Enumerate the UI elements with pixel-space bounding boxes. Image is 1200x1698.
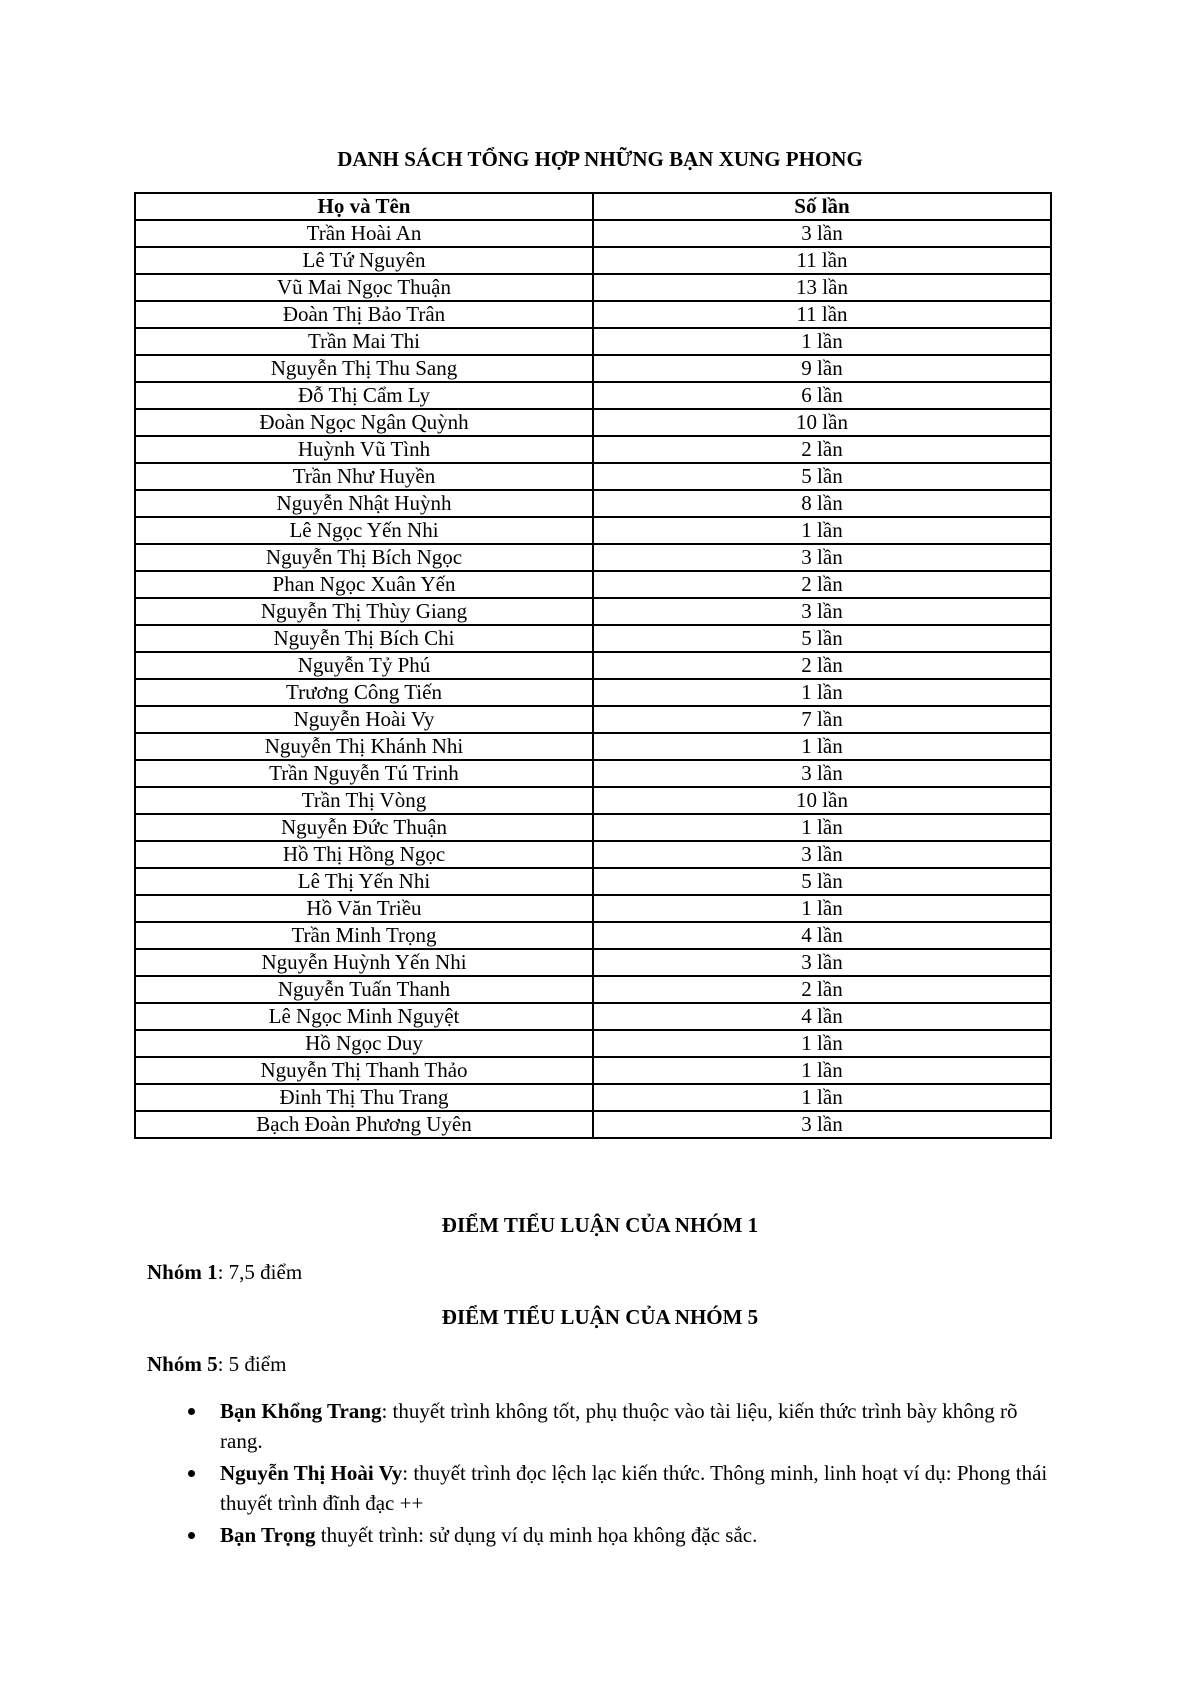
table-row (135, 328, 1051, 355)
cell-name: Lê Thị Yến Nhi (135, 868, 593, 895)
cell-count: 10 lần (593, 409, 1051, 436)
cell-name: Nguyễn Tỷ Phú (135, 652, 593, 679)
table-row (135, 760, 1051, 787)
cell-name: Nguyễn Thị Bích Chi (135, 625, 593, 652)
section-heading-group-5: ĐIỂM TIỂU LUẬN CỦA NHÓM 5 (441, 1305, 759, 1329)
cell-count: 13 lần (593, 274, 1051, 301)
table-body (135, 220, 1051, 1138)
table-row (135, 544, 1051, 571)
cell-name: Trương Công Tiến (135, 679, 593, 706)
group-1-value: : 7,5 điểm (217, 1260, 303, 1284)
cell-count: 3 lần (593, 1111, 1051, 1138)
table-row (135, 679, 1051, 706)
cell-count: 3 lần (593, 544, 1051, 571)
cell-name: Hồ Thị Hồng Ngọc (135, 841, 593, 868)
document-title: DANH SÁCH TỔNG HỢP NHỮNG BẠN XUNG PHONG (337, 147, 863, 171)
cell-name: Lê Ngọc Yến Nhi (135, 517, 593, 544)
table-row (135, 949, 1051, 976)
section-heading-group-1: ĐIỂM TIỂU LUẬN CỦA NHÓM 1 (441, 1213, 759, 1237)
note-text: thuyết trình: sử dụng ví dụ minh họa không đặc sắc. (315, 1523, 758, 1547)
table-row (135, 1111, 1051, 1138)
table-row (135, 625, 1051, 652)
cell-count: 3 lần (593, 760, 1051, 787)
cell-count: 5 lần (593, 625, 1051, 652)
table-row (135, 382, 1051, 409)
cell-count: 3 lần (593, 841, 1051, 868)
cell-count: 5 lần (593, 463, 1051, 490)
cell-name: Huỳnh Vũ Tình (135, 436, 593, 463)
cell-count: 10 lần (593, 787, 1051, 814)
table-row (135, 1003, 1051, 1030)
cell-name: Trần Mai Thi (135, 328, 593, 355)
bullet-icon (188, 1470, 195, 1477)
cell-name: Bạch Đoàn Phương Uyên (135, 1111, 593, 1138)
table-row (135, 733, 1051, 760)
cell-count: 1 lần (593, 1030, 1051, 1057)
table-row (135, 1057, 1051, 1084)
cell-name: Nguyễn Thị Thanh Thảo (135, 1057, 593, 1084)
cell-name: Nguyễn Thị Khánh Nhi (135, 733, 593, 760)
table-row (135, 436, 1051, 463)
cell-name: Nguyễn Hoài Vy (135, 706, 593, 733)
table-row (135, 517, 1051, 544)
cell-name: Nguyễn Tuấn Thanh (135, 976, 593, 1003)
table-row (135, 787, 1051, 814)
table-row (135, 490, 1051, 517)
cell-name: Nguyễn Đức Thuận (135, 814, 593, 841)
cell-count: 3 lần (593, 949, 1051, 976)
table-row (135, 1030, 1051, 1057)
cell-name: Nguyễn Thị Bích Ngọc (135, 544, 593, 571)
cell-count: 1 lần (593, 733, 1051, 760)
table-row (135, 706, 1051, 733)
cell-count: 2 lần (593, 571, 1051, 598)
cell-name: Trần Thị Vòng (135, 787, 593, 814)
volunteer-table (134, 192, 1052, 1139)
table-row (135, 976, 1051, 1003)
list-item (184, 1520, 1064, 1550)
cell-name: Lê Ngọc Minh Nguyệt (135, 1003, 593, 1030)
cell-count: 1 lần (593, 517, 1051, 544)
cell-count: 1 lần (593, 814, 1051, 841)
table-row (135, 895, 1051, 922)
group-1-label: Nhóm 1 (147, 1260, 218, 1284)
cell-count: 3 lần (593, 220, 1051, 247)
table-header-row (135, 193, 1051, 220)
cell-name: Lê Tứ Nguyên (135, 247, 593, 274)
cell-name: Trần Minh Trọng (135, 922, 593, 949)
table-row (135, 301, 1051, 328)
table-row (135, 571, 1051, 598)
note-text: : thuyết trình không tốt, phụ thuộc vào tài liệu, kiến thức trình bày không rõ rang. (220, 1399, 1018, 1453)
cell-count: 11 lần (593, 247, 1051, 274)
cell-count: 6 lần (593, 382, 1051, 409)
cell-name: Vũ Mai Ngọc Thuận (135, 274, 593, 301)
table-row (135, 355, 1051, 382)
feedback-list (184, 1396, 1064, 1552)
note-text: : thuyết trình đọc lệch lạc kiến thức. Thông minh, linh hoạt ví dụ: Phong thái thuyết trình đĩnh đạc ++ (220, 1461, 1048, 1515)
cell-count: 2 lần (593, 436, 1051, 463)
cell-count: 2 lần (593, 976, 1051, 1003)
cell-count: 8 lần (593, 490, 1051, 517)
list-item (184, 1458, 1064, 1518)
table-row (135, 814, 1051, 841)
cell-name: Hồ Ngọc Duy (135, 1030, 593, 1057)
cell-count: 5 lần (593, 868, 1051, 895)
cell-count: 1 lần (593, 1084, 1051, 1111)
table-row (135, 409, 1051, 436)
bullet-icon (188, 1408, 195, 1415)
cell-count: 2 lần (593, 652, 1051, 679)
table-row (135, 922, 1051, 949)
cell-count: 4 lần (593, 1003, 1051, 1030)
cell-name: Hồ Văn Triều (135, 895, 593, 922)
cell-name: Đinh Thị Thu Trang (135, 1084, 593, 1111)
cell-count: 1 lần (593, 895, 1051, 922)
cell-name: Nguyễn Nhật Huỳnh (135, 490, 593, 517)
note-subject: Nguyễn Thị Hoài Vy (220, 1461, 403, 1485)
cell-name: Trần Hoài An (135, 220, 593, 247)
bullet-icon (188, 1532, 195, 1539)
cell-count: 1 lần (593, 328, 1051, 355)
table-row (135, 868, 1051, 895)
group-5-value: : 5 điểm (217, 1352, 287, 1376)
table-row (135, 247, 1051, 274)
list-item (184, 1396, 1064, 1456)
group-1-score (147, 1259, 302, 1285)
table-row (135, 598, 1051, 625)
cell-name: Đoàn Ngọc Ngân Quỳnh (135, 409, 593, 436)
table-row (135, 652, 1051, 679)
cell-count: 3 lần (593, 598, 1051, 625)
header-count: Số lần (593, 193, 1051, 220)
note-subject: Bạn Trọng (220, 1523, 316, 1547)
cell-name: Nguyễn Huỳnh Yến Nhi (135, 949, 593, 976)
table-row (135, 463, 1051, 490)
cell-count: 7 lần (593, 706, 1051, 733)
table-row (135, 1084, 1051, 1111)
cell-name: Nguyễn Thị Thùy Giang (135, 598, 593, 625)
group-5-label: Nhóm 5 (147, 1352, 218, 1376)
cell-name: Nguyễn Thị Thu Sang (135, 355, 593, 382)
cell-name: Trần Như Huyền (135, 463, 593, 490)
cell-count: 11 lần (593, 301, 1051, 328)
cell-name: Đoàn Thị Bảo Trân (135, 301, 593, 328)
table-row (135, 841, 1051, 868)
cell-count: 1 lần (593, 1057, 1051, 1084)
header-name: Họ và Tên (135, 193, 593, 220)
cell-count: 9 lần (593, 355, 1051, 382)
cell-name: Đỗ Thị Cẩm Ly (135, 382, 593, 409)
cell-name: Phan Ngọc Xuân Yến (135, 571, 593, 598)
cell-name: Trần Nguyễn Tú Trinh (135, 760, 593, 787)
table-row (135, 220, 1051, 247)
table-row (135, 274, 1051, 301)
cell-count: 4 lần (593, 922, 1051, 949)
cell-count: 1 lần (593, 679, 1051, 706)
group-5-score (147, 1351, 286, 1377)
note-subject: Bạn Khổng Trang (220, 1399, 382, 1423)
